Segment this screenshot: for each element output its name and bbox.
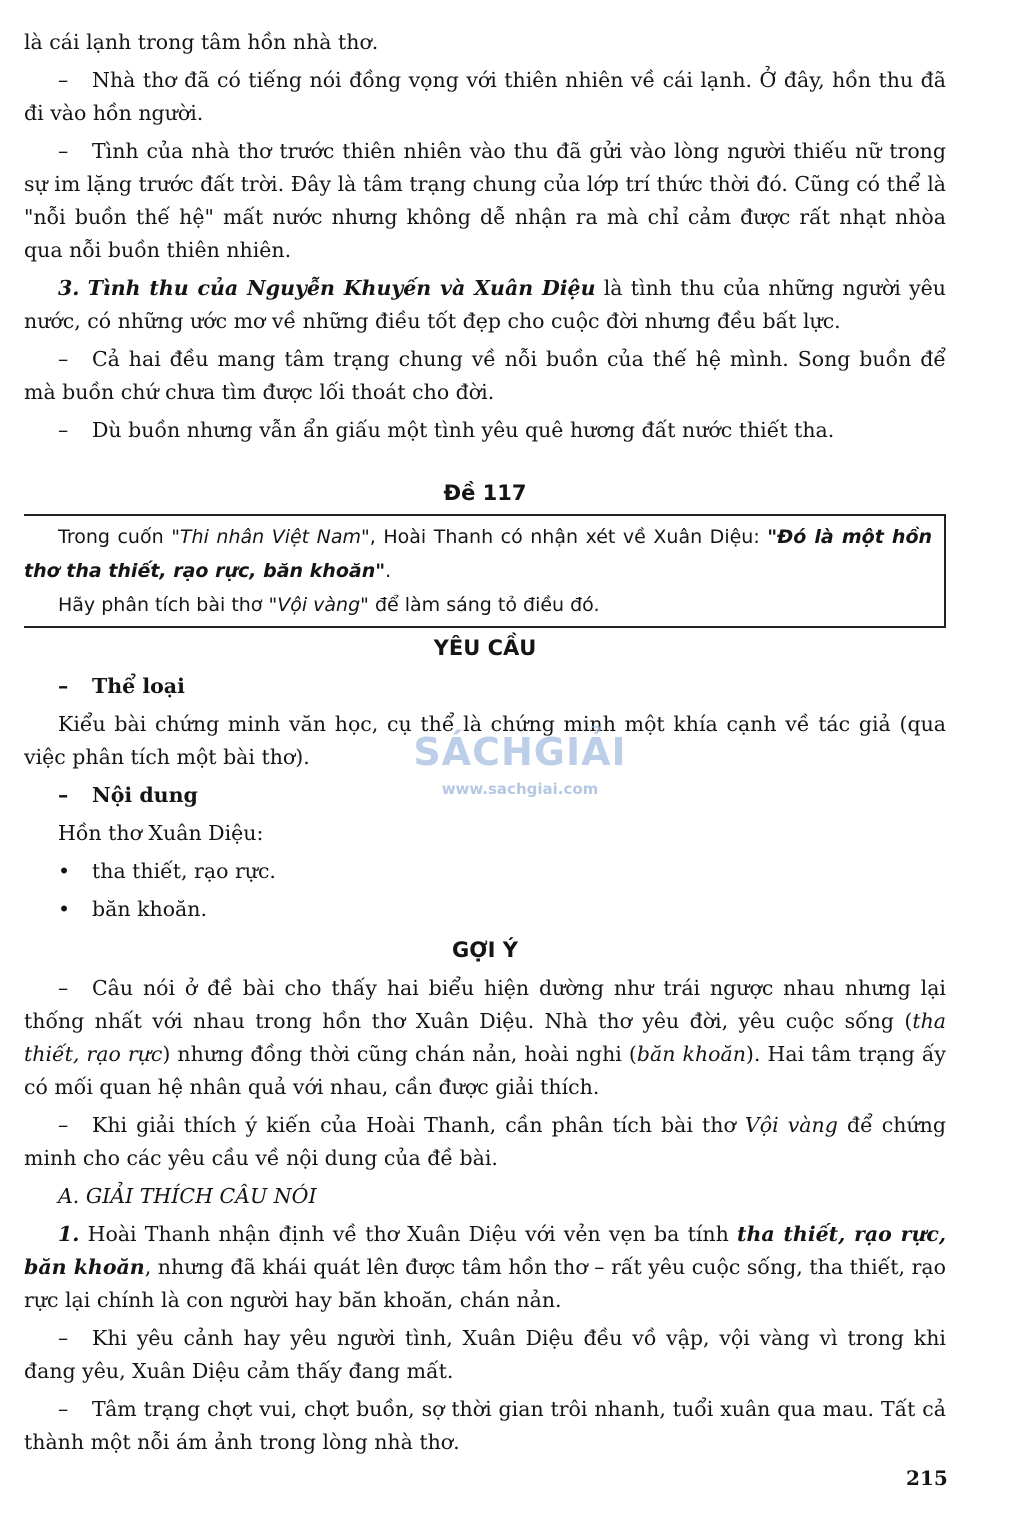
subheading	[24, 779, 946, 812]
paragraph-text: Khi yêu cảnh hay yêu người tình, Xuân Diệu đều vồ vập, vội vàng vì trong khi đang yêu, Xuân Diệu cảm thấy đang mất.	[24, 1326, 946, 1383]
italic-phrase: Vội vàng	[744, 1113, 838, 1137]
prompt-text: để làm sáng tỏ điều đó.	[368, 594, 600, 616]
paragraph: là cái lạnh trong tâm hồn nhà thơ.	[24, 30, 379, 54]
paragraph	[24, 343, 946, 409]
paragraph-text: , nhưng đã khái quát lên được tâm hồn thơ – rất yêu cuộc sống, tha thiết, rạo rực lại chính là con người hay băn khoăn, chán nản.	[24, 1255, 946, 1312]
paragraph	[24, 64, 946, 130]
paragraph: Kiểu bài chứng minh văn học, cụ thể là chứng minh một khía cạnh về tác giả (qua việc phân tích một bài thơ).	[24, 712, 946, 769]
paragraph	[24, 972, 946, 1104]
item-number: 3.	[58, 276, 80, 300]
paragraph	[24, 1218, 946, 1317]
item-number: 1.	[58, 1222, 80, 1246]
prompt-paragraph	[24, 588, 932, 622]
subheading	[24, 670, 946, 703]
paragraph	[24, 1109, 946, 1175]
paragraph-text: Hoài Thanh nhận định về thơ Xuân Diệu với vẻn vẹn ba tính	[79, 1222, 737, 1246]
section-subheading: A. GIẢI THÍCH CÂU NÓI	[58, 1184, 317, 1208]
paragraph-text: Tình của nhà thơ trước thiên nhiên vào thu đã gửi vào lòng người thiếu nữ trong sự im lặng trước đất trời. Đây là tâm trạng chung của lớp trí thức thời đó. Cũng có thể là "nỗi buồn thế hệ" mất nước nhưng không dễ nhận ra mà chỉ cảm được rất nhạt nhòa qua nỗi buồn thiên nhiên.	[24, 139, 946, 262]
paragraph	[24, 414, 946, 447]
paragraph-text: Dù buồn nhưng vẫn ẩn giấu một tình yêu quê hương đất nước thiết tha.	[92, 418, 835, 442]
page-number: 215	[906, 1466, 948, 1490]
subheading-text: Thể loại	[92, 674, 185, 698]
paragraph-text: Tâm trạng chợt vui, chợt buồn, sợ thời gian trôi nhanh, tuổi xuân qua mau. Tất cả thành một nỗi ám ảnh trong lòng nhà thơ.	[24, 1397, 946, 1454]
bold-phrase: Tình thu của Nguyễn Khuyến và Xuân Diệu	[87, 276, 596, 300]
paragraph-text: để chứng minh cho các yêu cầu về nội dung của đề bài.	[24, 1113, 946, 1170]
italic-phrase: tha thiết, rạo rực	[24, 1009, 946, 1066]
paragraph	[24, 1393, 946, 1459]
italic-phrase: băn khoăn	[636, 1042, 746, 1066]
list-item: • tha thiết, rạo rực.	[24, 855, 946, 888]
watermark-url: www.sachgiai.com	[441, 780, 599, 798]
paragraph-text: Câu nói ở đề bài cho thấy hai biểu hiện dường như trái ngược nhau nhưng lại thống nhất với nhau trong hồn thơ Xuân Diệu. Nhà thơ yêu đời, yêu cuộc sống (	[24, 976, 946, 1033]
paragraph	[24, 272, 946, 338]
paragraph: Hồn thơ Xuân Diệu:	[58, 821, 264, 845]
paragraph-text: Cả hai đều mang tâm trạng chung về nỗi buồn của thế hệ mình. Song buồn để mà buồn chứ chưa tìm được lối thoát cho đời.	[24, 347, 946, 404]
paragraph-text: ). Hai tâm trạng ấy có mối quan hệ nhân quả với nhau, cần được giải thích.	[24, 1042, 946, 1099]
section-heading: GỢI Ý	[452, 938, 518, 962]
quote: "Đó là một hồn thơ tha thiết, rạo rực, băn khoăn"	[24, 526, 933, 582]
prompt-text: Hãy phân tích bài thơ	[58, 594, 269, 616]
subheading-text: Nội dung	[92, 783, 198, 807]
paragraph	[24, 135, 946, 267]
page-content	[24, 26, 946, 1459]
prompt-paragraph	[24, 520, 932, 588]
prompt-text: .	[385, 560, 392, 582]
poem-title: "Vội vàng"	[268, 594, 369, 616]
exercise-prompt-box	[24, 514, 946, 628]
paragraph-text: Khi giải thích ý kiến của Hoài Thanh, cần phân tích bài thơ	[92, 1113, 745, 1137]
paragraph	[24, 1322, 946, 1388]
paragraph-text: là tình thu của những người yêu nước, có những ước mơ về những điều tốt đẹp cho cuộc đời nhưng đều bất lực.	[24, 276, 946, 333]
bold-phrase: tha thiết, rạo rực, băn khoăn	[24, 1222, 946, 1279]
paragraph-text: ) nhưng đồng thời cũng chán nản, hoài nghi (	[162, 1042, 637, 1066]
list-item: • băn khoăn.	[24, 893, 946, 926]
watermark-logo: SÁCHGIẢI	[413, 730, 627, 774]
exercise-title: Đề 117	[443, 481, 527, 505]
prompt-text: Trong cuốn	[58, 526, 172, 548]
book-title: "Thi nhân Việt Nam"	[171, 526, 370, 548]
prompt-text: , Hoài Thanh có nhận xét về Xuân Diệu:	[369, 526, 768, 548]
paragraph-text: Nhà thơ đã có tiếng nói đồng vọng với thiên nhiên về cái lạnh. Ở đây, hồn thu đã đi vào hồn người.	[24, 68, 946, 125]
section-heading: YÊU CẦU	[433, 636, 537, 660]
